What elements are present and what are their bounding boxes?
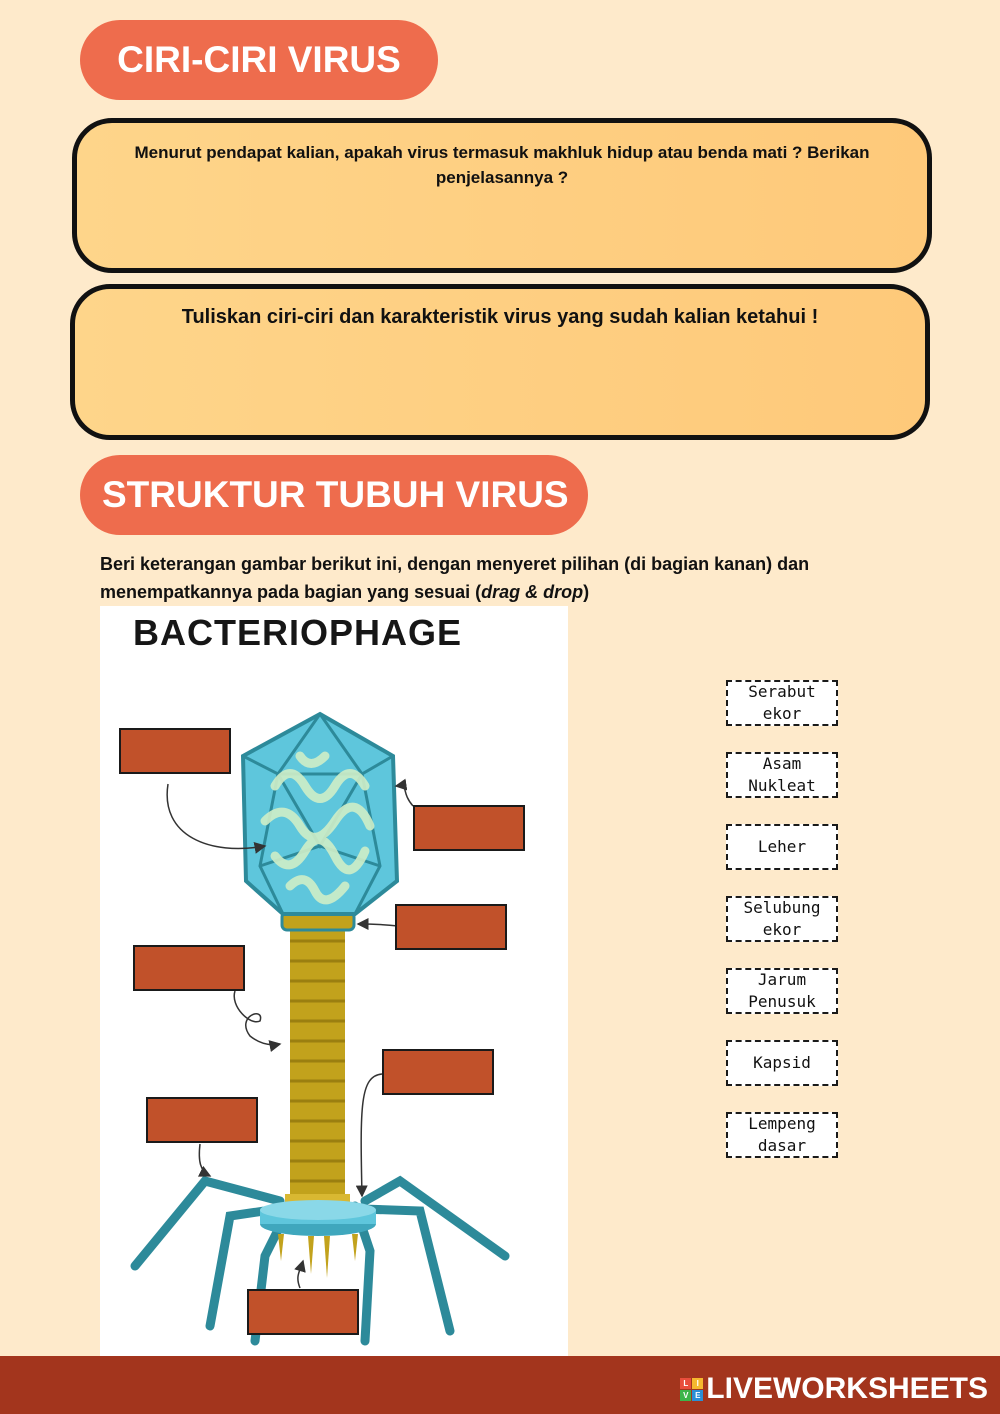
- drop-target-2[interactable]: [413, 805, 525, 851]
- choice-chip-asam-nukleat[interactable]: Asam Nukleat: [726, 752, 838, 798]
- drop-target-5[interactable]: [382, 1049, 494, 1095]
- choice-chip-kapsid[interactable]: Kapsid: [726, 1040, 838, 1086]
- question-2-text: Tuliskan ciri-ciri dan karakteristik virus yang sudah kalian ketahui !: [181, 306, 819, 328]
- instruction-text: [100, 550, 900, 606]
- instruction-italic: drag & drop: [481, 582, 584, 602]
- section-title-ciri-ciri: CIRI-CIRI VIRUS: [80, 20, 438, 100]
- choice-chip-lempeng-dasar[interactable]: Lempeng dasar: [726, 1112, 838, 1158]
- diagram-title: BACTERIOPHAGE: [133, 612, 463, 653]
- choice-chip-selubung-ekor[interactable]: Selubung ekor: [726, 896, 838, 942]
- drop-target-6[interactable]: [146, 1097, 258, 1143]
- section-title-struktur: STRUKTUR TUBUH VIRUS: [80, 455, 588, 535]
- choice-chip-serabut-ekor[interactable]: Serabut ekor: [726, 680, 838, 726]
- drop-target-3[interactable]: [395, 904, 507, 950]
- footer-bar: [0, 1356, 1000, 1414]
- drop-target-1[interactable]: [119, 728, 231, 774]
- liveworksheets-logo-icon: L I V E: [680, 1378, 703, 1401]
- drop-target-4[interactable]: [133, 945, 245, 991]
- choice-chip-jarum-penusuk[interactable]: Jarum Penusuk: [726, 968, 838, 1014]
- tail-pins: [278, 1234, 358, 1278]
- liveworksheets-logo[interactable]: [680, 1372, 988, 1406]
- instruction-main: Beri keterangan gambar berikut ini, dengan menyeret pilihan (di bagian kanan) dan menempatkannya pada bagian yang sesuai (: [100, 554, 810, 602]
- liveworksheets-brand-text: LIVEWORKSHEETS: [706, 1372, 988, 1405]
- instruction-end: ): [583, 582, 590, 602]
- answer-box-question-1[interactable]: [72, 118, 932, 273]
- answer-box-question-2[interactable]: [70, 284, 930, 440]
- question-1-text: Menurut pendapat kalian, apakah virus termasuk makhluk hidup atau benda mati ? Berikan penjelasannya ?: [134, 143, 870, 187]
- choice-chip-leher[interactable]: Leher: [726, 824, 838, 870]
- bacteriophage-diagram: [100, 606, 568, 1356]
- drop-target-7[interactable]: [247, 1289, 359, 1335]
